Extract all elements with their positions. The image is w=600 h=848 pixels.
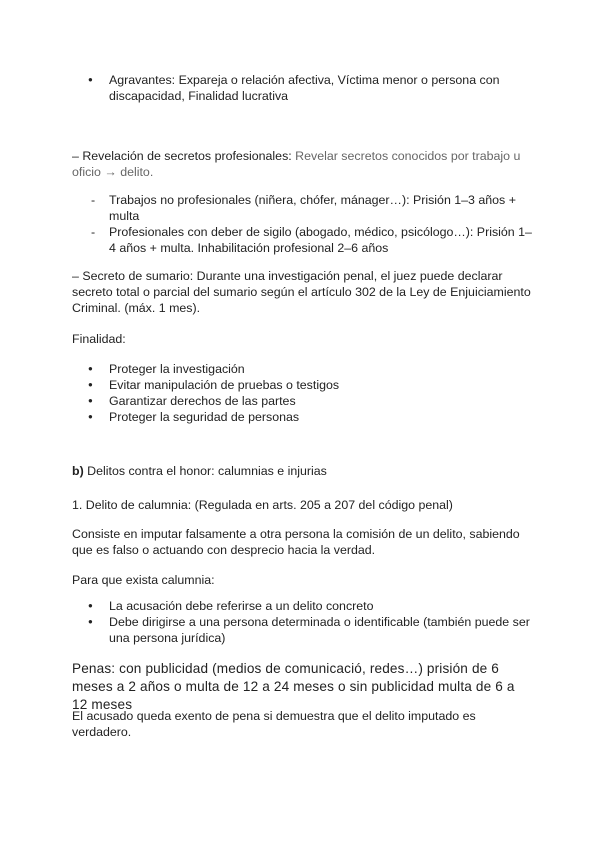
list-item: ● La acusación debe referirse a un delito concreto [72,598,532,614]
list-item: ● Proteger la seguridad de personas [72,409,532,425]
penas-paragraph: Penas: con publicidad (medios de comunicació, redes…) prisión de 6 meses a 2 años o multa de 12 a 24 meses o sin publicidad multa de 6 a 12 meses [72,661,515,712]
consiste-paragraph: Consiste en imputar falsamente a otra persona la comisión de un delito, sabiendo que es falso o actuando con desprecio hacia la verdad. [72,527,520,557]
section-title: Delitos contra el honor: calumnias e injurias [87,464,327,478]
secreto-sumario-paragraph: – Secreto de sumario: Durante una investigación penal, el juez puede declarar secreto total o parcial del sumario según el artículo 302 de la Ley de Enjuiciamiento Criminal. (máx. 1 mes). [72,269,531,315]
revelacion-rest: Revelar secretos conocidos por trabajo u oficio → delito. [72,149,521,179]
trabajos-list [72,192,532,256]
list-item: - Trabajos no profesionales (niñera, chófer, mánager…): Prisión 1–3 años + multa [72,192,532,224]
para-que-label: Para que exista calumnia: [72,573,215,587]
list-item: ● Proteger la investigación [72,361,532,377]
list-item: ● Evitar manipulación de pruebas o testigos [72,377,532,393]
list-item: - Profesionales con deber de sigilo (abogado, médico, psicólogo…): Prisión 1–4 años + multa. Inhabilitación profesional 2–6 años [72,224,532,256]
list-item: ● Agravantes: Expareja o relación afectiva, Víctima menor o persona con discapacidad, Finalidad lucrativa [72,72,532,104]
revelacion-paragraph [72,148,532,180]
requisitos-list [72,598,532,646]
calumnia-title: 1. Delito de calumnia: (Regulada en arts. 205 a 207 del código penal) [72,498,453,512]
finalidad-label: Finalidad: [72,332,126,346]
exento-paragraph: El acusado queda exento de pena si demuestra que el delito imputado es verdadero. [72,709,476,739]
agravantes-list [72,72,532,104]
delitos-honor-heading [72,463,532,479]
finalidad-list [72,361,532,425]
list-item: ● Garantizar derechos de las partes [72,393,532,409]
revelacion-lead: – Revelación de secretos profesionales: [72,149,292,163]
section-letter: b) [72,464,84,478]
list-item: ● Debe dirigirse a una persona determinada o identificable (también puede ser una persona jurídica) [72,614,532,646]
